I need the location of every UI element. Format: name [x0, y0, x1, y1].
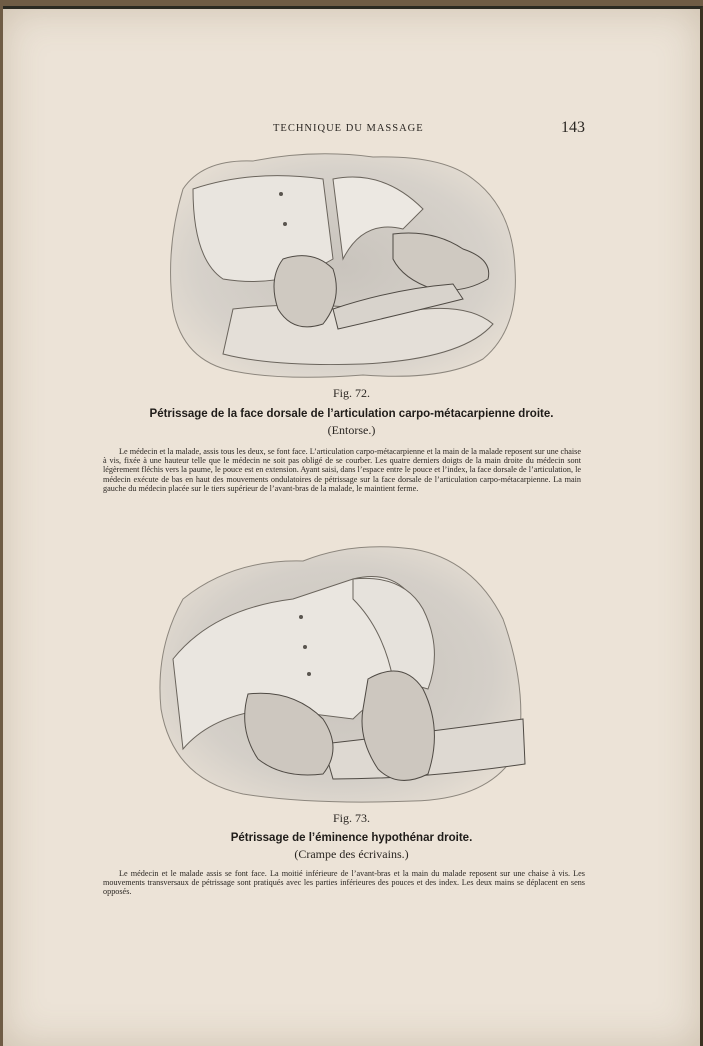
- figure-73-illustration: [153, 539, 533, 809]
- figure-72-illustration: [163, 149, 523, 385]
- figure-72-subtitle: (Entorse.): [327, 423, 376, 437]
- figure-72-label: Fig. 72.: [332, 386, 370, 400]
- figure-73-caption: Le médecin et le malade assis se font face. La moitié inférieure de l’avant-bras et la main du malade reposent sur une chaise à vis. Les mouvements transversaux de pétrissage sont pratiqués avec les parties inférieures des pouces et des index. Les deux mains se déplacent en sens opposés.: [103, 869, 585, 897]
- figure-72-title: Pétrissage de la face dorsale de l’articulation carpo-métacarpienne droite.: [149, 408, 554, 420]
- page-number: 143: [561, 119, 585, 136]
- figure-72-caption: Le médecin et la malade, assis tous les deux, se font face. L’articulation carpo-métacarpienne et la main de la malade reposent sur une chaise à vis, fixée à une hauteur telle que le médecin ne soit pas obligé de se courber. Les quatre derniers doigts de la main droite du médecin sont légèrement fléchis vers la paume, le pouce est en extension. Ayant saisi, dans l’espace entre le pouce et l’index, la face dorsale de l’articulation, le médecin exécute de bas en haut des mouvements ondulatoires de pétrissage sur la face dorsale de l’articulation carpo-métacarpienne. La main gauche du médecin placée sur le tiers supérieur de l’avant-bras de la malade, le maintient ferme.: [103, 447, 581, 493]
- running-head: TECHNIQUE DU MASSAGE: [273, 123, 424, 134]
- figure-73-title: Pétrissage de l’éminence hypothénar droite.: [230, 832, 473, 844]
- book-page: [3, 6, 703, 1046]
- figure-73-subtitle: (Crampe des écrivains.): [294, 847, 409, 861]
- figure-73-label: Fig. 73.: [332, 811, 370, 825]
